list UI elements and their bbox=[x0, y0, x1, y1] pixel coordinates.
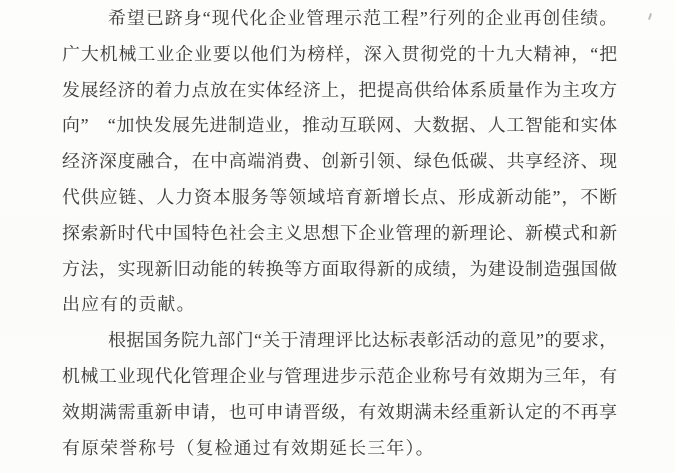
text-line: 有原荣誉称号（复检通过有效期延长三年）。 bbox=[62, 437, 435, 458]
text-line: 出应有的贡献。 bbox=[62, 294, 196, 315]
text-line: 代供应链、人力资本服务等领域培育新增长点、形成新动能”，不断 bbox=[62, 186, 617, 207]
text-line: 探索新时代中国特色社会主义思想下企业管理的新理论、新模式和新 bbox=[62, 222, 617, 243]
document-text-block bbox=[62, 1, 617, 466]
text-line: 发展经济的着力点放在实体经济上，把提高供给体系质量作为主攻方 bbox=[62, 79, 617, 100]
text-line: 广大机械工业企业要以他们为榜样，深入贯彻党的十九大精神，“把 bbox=[62, 43, 617, 64]
text-line: 机械工业现代化管理企业与管理进步示范企业称号有效期为三年，有 bbox=[62, 365, 617, 386]
text-line: 方法，实现新旧动能的转换等方面取得新的成绩，为建设制造强国做 bbox=[62, 258, 617, 279]
text-line: 经济深度融合，在中高端消费、创新引领、绿色低碳、共享经济、现 bbox=[62, 151, 617, 172]
text-line: 效期满需重新申请，也可申请晋级，有效期满未经重新认定的不再享 bbox=[62, 401, 617, 422]
text-line: 希望已跻身“现代化企业管理示范工程”行列的企业再创佳绩。 bbox=[108, 8, 617, 28]
text-line: 向” “加快发展先进制造业，推动互联网、大数据、人工智能和实体 bbox=[62, 115, 617, 136]
text-line: 根据国务院九部门“关于清理评比达标表彰活动的意见”的要求， bbox=[108, 330, 617, 351]
